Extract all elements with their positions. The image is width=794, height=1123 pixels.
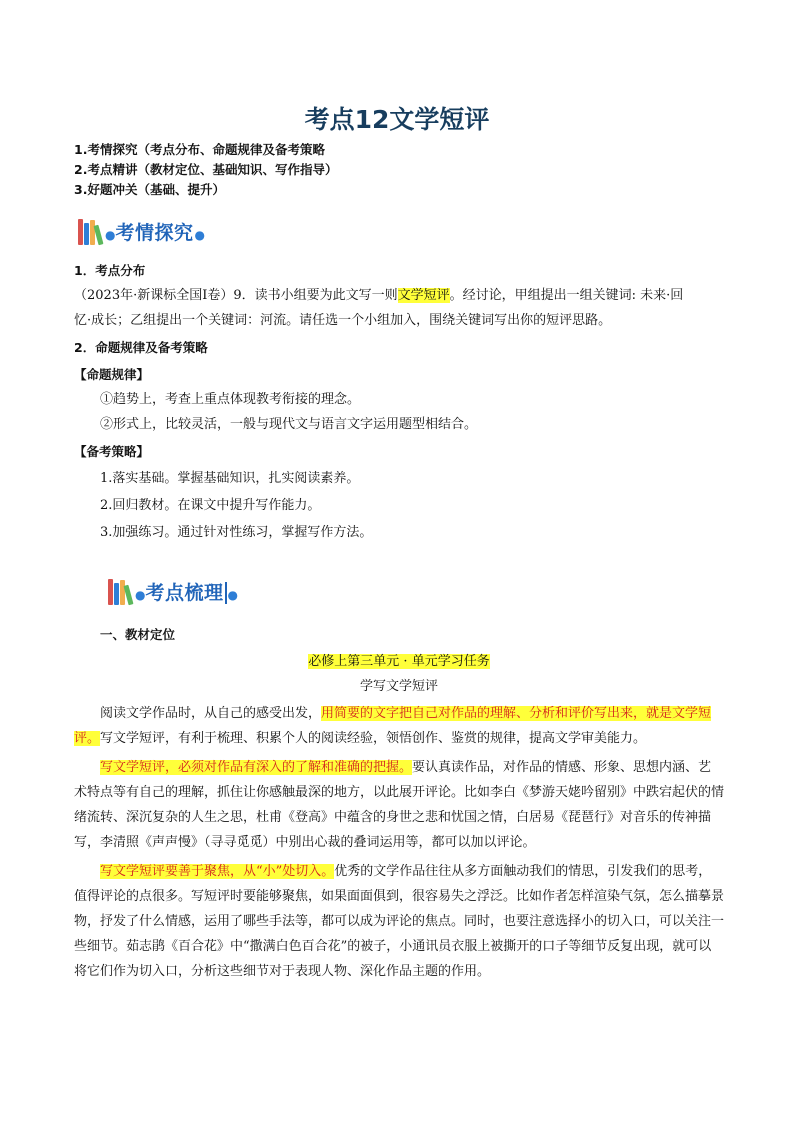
subtitle: 学写文学短评 — [359, 679, 438, 694]
exam-question: （2023年·新课标全国Ⅰ卷）9．读书小组要为此文写一则文学短评。经讨论，甲组提出一组关键词: 未来·回 — [74, 288, 684, 303]
page-title: 考点12文学短评 — [304, 105, 490, 134]
rule-item: ①趋势上，考查上重点体现教考衔接的理念。 — [100, 392, 361, 407]
table-of-contents — [74, 140, 337, 200]
dot-icon: ● — [227, 588, 238, 602]
paragraph-2: 写文学短评，必须对作品有深入的了解和准确的把握。要认真读作品，对作品的情感、形象、思想内涵、艺术特点等有自己的理解，抓住让你感触最深的地方，以此展开评论。比如李白《梦游天姥吟留别》中跌宕起伏的情绪流转、深沉复杂的人生之思，杜甫《登高》中蕴含的身世之悲和忧国之情，白居易《琵琶行》对音乐的传神描写，李清照《声声慢》（寻寻觅觅）中别出心裁的叠词运用等，都可以加以评论。 — [74, 760, 725, 850]
highlight: 文学短评 — [397, 288, 450, 303]
section-exam-distribution — [74, 258, 724, 545]
dot-icon: ● — [135, 588, 146, 602]
dot-icon: ● — [194, 228, 205, 242]
text-cursor — [225, 582, 227, 604]
books-icon — [78, 219, 102, 245]
highlight: 文学短评。 — [74, 706, 712, 746]
section-heading: 2．命题规律及备考策略 — [74, 340, 208, 355]
section-banner-exam-analysis — [78, 215, 205, 245]
strategy-item: 1.落实基础。掌握基础知识，扎实阅读素养。 — [100, 471, 360, 486]
rule-item: ②形式上，比较灵活，一般与现代文与语言文字运用题型相结合。 — [100, 417, 478, 432]
toc-item: 3.好题冲关（基础、提升） — [74, 182, 225, 197]
section-heading: 1．考点分布 — [74, 263, 146, 278]
highlight: 用简要的文字把自己对作品的理解、分析和评价写出来，就是 — [321, 706, 673, 721]
toc-item: 1.考情探究（考点分布、命题规律及备考策略 — [74, 142, 325, 157]
exam-question-cont: 忆·成长；乙组提出一个关键词：河流。请任选一个小组加入，围绕关键词写出你的短评思路。 — [74, 313, 612, 328]
paragraph-3: 写文学短评要善于聚焦，从“小”处切入。优秀的文学作品往往从多方面触动我们的情思，引发我们的思考，值得评论的点很多。写短评时要能够聚焦，如果面面俱到，很容易失之浮泛。比如作者怎样渲染气氛，怎么描摹景物，抒发了什么情感，运用了哪些手法等，都可以成为评论的焦点。同时，也要注意选择小的切入口，可以关注一些细节。茹志鹃《百合花》中“撒满白色百合花”的被子，小通讯员衣服上被撕开的口子等细节反复出现，就可以将它们作为切入口，分析这些细节对于表现人物、深化作品主题的作用。 — [74, 864, 725, 979]
section-heading: 一、教材定位 — [100, 627, 176, 642]
highlight: 写文学短评要善于聚焦，从“小”处切入。 — [100, 864, 335, 879]
section-banner-key-points — [108, 575, 238, 605]
toc-item: 2.考点精讲（教材定位、基础知识、写作指导） — [74, 162, 338, 177]
banner-label: 考点梳理 — [145, 582, 224, 604]
strategy-label: 【备考策略】 — [74, 444, 150, 459]
books-icon — [108, 579, 132, 605]
banner-label: 考情探究 — [115, 222, 194, 244]
rule-label: 【命题规律】 — [74, 367, 150, 382]
strategy-item: 3.加强练习。通过针对性练习，掌握写作方法。 — [100, 525, 373, 540]
paragraph-1: 阅读文学作品时，从自己的感受出发，用简要的文字把自己对作品的理解、分析和评价写出来，就是文学短评。写文学短评，有利于梳理、积累个人的阅读经验，领悟创作、鉴赏的规律，提高文学审美能力。 — [74, 706, 712, 746]
section-textbook-position — [74, 622, 724, 984]
unit-label: 必修上第三单元 · 单元学习任务 — [308, 654, 490, 669]
dot-icon: ● — [105, 228, 116, 242]
strategy-item: 2.回归教材。在课文中提升写作能力。 — [100, 498, 321, 513]
highlight: 写文学短评，必须对作品有深入的了解和准确的把握。 — [100, 760, 413, 775]
